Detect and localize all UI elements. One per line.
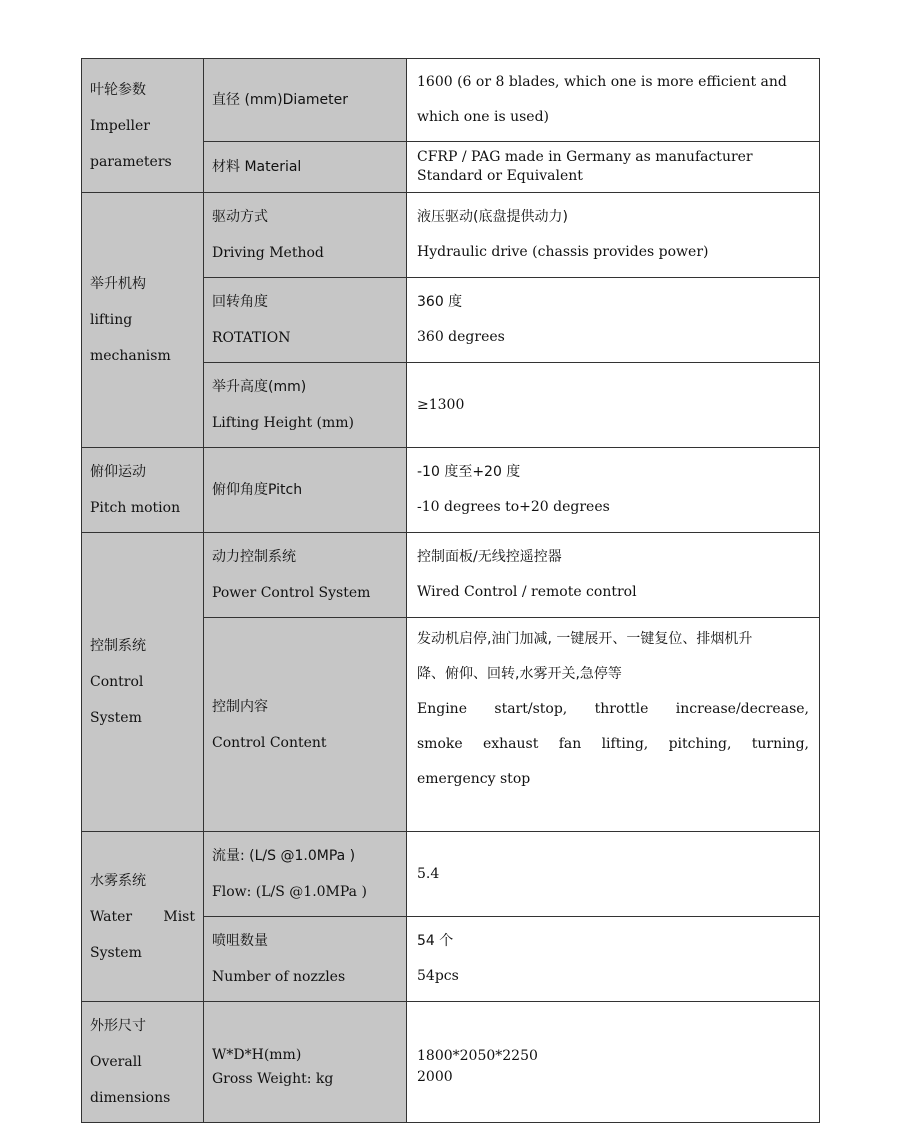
value-driving-en: Hydraulic drive (chassis provides power) [417, 244, 709, 260]
cat-water-mist-en-2: System [90, 944, 142, 961]
label-driving-zh: 驱动方式 [212, 209, 268, 225]
value-driving-zh: 液压驱动(底盘提供动力) [417, 209, 568, 225]
label-nozzles-en: Number of nozzles [212, 969, 346, 985]
spec-table [81, 58, 820, 1123]
value-weight: 2000 [417, 1069, 453, 1085]
label-control-content [204, 618, 407, 832]
label-height [204, 363, 407, 448]
cat-lifting-zh: 举升机构 [90, 276, 146, 292]
value-control-content-zh-2: 降、俯仰、回转,水雾开关,急停等 [417, 666, 622, 682]
cat-dimensions-en-2: dimensions [90, 1090, 171, 1106]
value-diameter [407, 59, 820, 142]
value-power-control [407, 533, 820, 618]
label-flow [204, 832, 407, 917]
label-driving-en: Driving Method [212, 245, 324, 261]
cat-dimensions-zh: 外形尺寸 [90, 1018, 146, 1034]
value-control-content [407, 618, 820, 832]
value-diameter-line-2: which one is used) [417, 109, 549, 125]
value-diameter-line-1: 1600 (6 or 8 blades, which one is more efficient and [417, 74, 787, 90]
cat-pitch [82, 448, 204, 533]
label-dimensions [204, 1002, 407, 1123]
label-flow-en: Flow: (L/S @1.0MPa ) [212, 884, 367, 900]
label-diameter [204, 59, 407, 142]
row-impeller-diameter [82, 59, 820, 142]
value-pitch-en: -10 degrees to+20 degrees [417, 499, 610, 515]
row-lifting-driving [82, 193, 820, 278]
cat-pitch-en: Pitch motion [90, 500, 181, 516]
label-weight: Gross Weight: kg [212, 1071, 334, 1087]
value-height [407, 363, 820, 448]
row-water-flow [82, 832, 820, 917]
value-material-line-2: Standard or Equivalent [417, 168, 583, 184]
value-material-line-1: CFRP / PAG made in Germany as manufacturer [417, 149, 753, 165]
value-nozzles-zh: 54 个 [417, 933, 454, 949]
cat-water-mist-zh: 水雾系统 [90, 872, 146, 889]
value-power-control-en: Wired Control / remote control [417, 584, 637, 600]
label-control-content-en: Control Content [212, 734, 327, 751]
cat-control-zh: 控制系统 [90, 638, 146, 654]
value-control-content-en-3: emergency stop [417, 771, 531, 787]
cat-impeller [82, 59, 204, 193]
value-control-content-zh-1: 发动机启停,油门加减, 一键展开、一键复位、排烟机升 [417, 631, 753, 647]
label-material [204, 142, 407, 193]
label-diameter-text: 直径 (mm)Diameter [212, 92, 349, 108]
value-nozzles-en: 54pcs [417, 968, 459, 984]
cat-impeller-zh: 叶轮参数 [90, 81, 146, 98]
cat-pitch-zh: 俯仰运动 [90, 464, 146, 480]
cat-dimensions [82, 1002, 204, 1123]
value-dimensions [407, 1002, 820, 1123]
row-pitch [82, 448, 820, 533]
cat-dimensions-en-1: Overall [90, 1054, 142, 1070]
label-flow-zh: 流量: (L/S @1.0MPa ) [212, 848, 356, 864]
cat-impeller-en-2: parameters [90, 153, 172, 170]
cat-water-mist-en-1: Water Mist [90, 908, 195, 925]
cat-lifting-en-2: mechanism [90, 348, 171, 364]
label-pitch-text: 俯仰角度Pitch [212, 482, 303, 498]
label-power-control [204, 533, 407, 618]
label-rotation-zh: 回转角度 [212, 294, 268, 310]
label-rotation [204, 278, 407, 363]
cat-water-mist [82, 832, 204, 1002]
value-control-content-en-1: Engine start/stop, throttle increase/decrease, [417, 701, 809, 717]
value-control-content-en-2: smoke exhaust fan lifting, pitching, turning, [417, 736, 809, 752]
label-height-zh: 举升高度(mm) [212, 379, 307, 395]
value-driving [407, 193, 820, 278]
label-control-content-zh: 控制内容 [212, 698, 268, 715]
value-power-control-zh: 控制面板/无线控遥控器 [417, 549, 562, 565]
value-pitch-zh: -10 度至+20 度 [417, 464, 521, 480]
value-material [407, 142, 820, 193]
value-rotation-zh: 360 度 [417, 294, 463, 310]
value-flow [407, 832, 820, 917]
label-rotation-en: ROTATION [212, 330, 291, 346]
cat-impeller-en-1: Impeller [90, 117, 150, 134]
value-height-text: ≥1300 [417, 396, 465, 413]
cat-control-en-2: System [90, 710, 142, 726]
label-power-control-zh: 动力控制系统 [212, 549, 296, 565]
label-nozzles-zh: 喷咀数量 [212, 933, 268, 949]
row-control-power [82, 533, 820, 618]
cat-control [82, 533, 204, 832]
label-pitch [204, 448, 407, 533]
label-wdh: W*D*H(mm) [212, 1047, 302, 1063]
label-nozzles [204, 917, 407, 1002]
value-rotation [407, 278, 820, 363]
cat-lifting [82, 193, 204, 448]
value-wdh: 1800*2050*2250 [417, 1048, 538, 1064]
cat-control-en-1: Control [90, 674, 144, 690]
label-height-en: Lifting Height (mm) [212, 415, 354, 431]
value-rotation-en: 360 degrees [417, 329, 505, 345]
value-flow-text: 5.4 [417, 865, 440, 882]
value-pitch [407, 448, 820, 533]
cat-lifting-en-1: lifting [90, 312, 133, 328]
label-power-control-en: Power Control System [212, 585, 371, 601]
row-dimensions [82, 1002, 820, 1123]
label-driving [204, 193, 407, 278]
value-nozzles [407, 917, 820, 1002]
label-material-text: 材料 Material [212, 159, 302, 175]
